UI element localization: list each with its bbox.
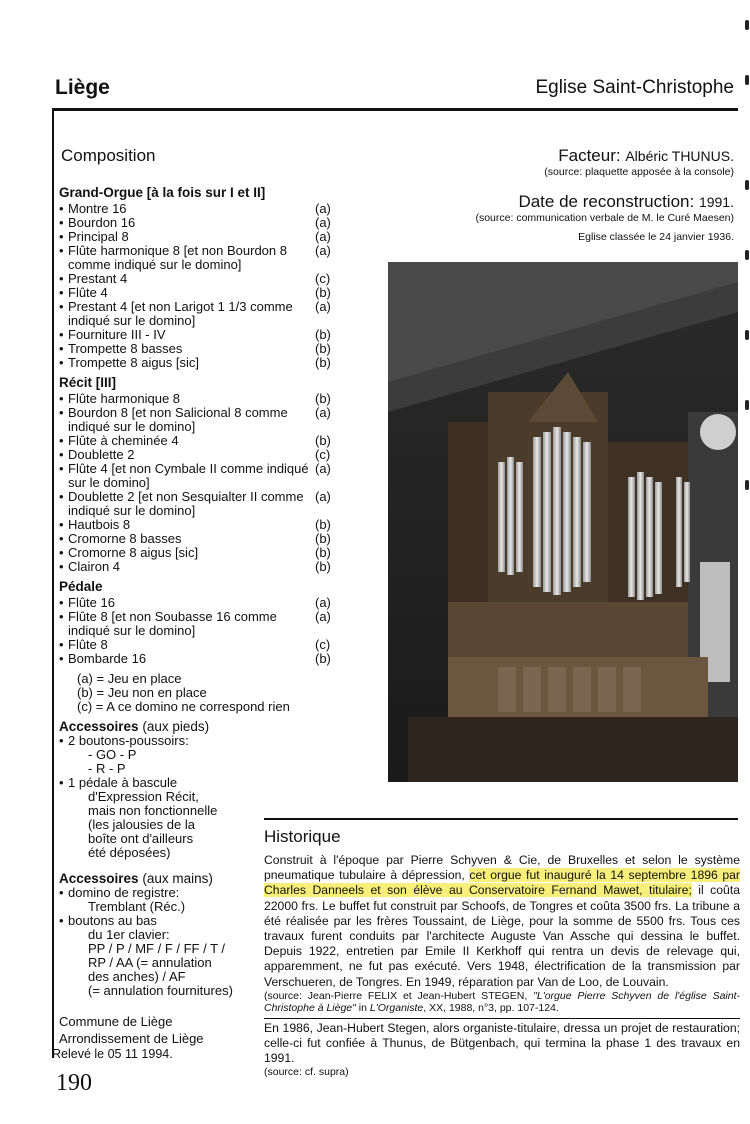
- bullet-icon: •: [59, 341, 64, 356]
- stop-row: [59, 406, 339, 434]
- bullet-icon: •: [59, 271, 64, 286]
- stop-status: (b): [315, 327, 331, 342]
- stop-row: [59, 434, 339, 448]
- bullet-icon: •: [59, 637, 64, 652]
- legend-item: (b) = Jeu non en place: [77, 685, 207, 700]
- accessory-detail: (= annulation fournitures): [88, 983, 233, 998]
- stop-status: (a): [315, 215, 331, 230]
- stop-name: Trompette 8 aigus [sic]: [68, 355, 200, 370]
- stop-name: Cromorne 8 basses: [68, 531, 182, 546]
- bullet-icon: •: [59, 327, 64, 342]
- stop-name: Hautbois 8: [68, 517, 131, 532]
- stop-name: Flûte harmonique 8 [et non Bourdon 8 comme indiqué sur le domino]: [68, 243, 287, 272]
- bullet-icon: •: [59, 391, 64, 406]
- church-heading: Eglise Saint-Christophe: [535, 77, 734, 98]
- accessory-detail: du 1er clavier:: [88, 927, 170, 942]
- bullet-icon: •: [59, 609, 64, 624]
- stop-status: (c): [315, 271, 331, 286]
- stop-row: [59, 286, 339, 300]
- bullet-icon: •: [59, 913, 64, 928]
- accessories-hands-title: Accessoires (aux mains): [59, 871, 213, 886]
- stop-name: Flûte harmonique 8: [68, 391, 181, 406]
- commune-block: [59, 1013, 204, 1047]
- accessory-detail: mais non fonctionnelle: [88, 803, 218, 818]
- stop-name: Doublette 2: [68, 447, 135, 462]
- stop-status: (b): [315, 545, 331, 560]
- stop-status: (a): [315, 461, 331, 476]
- stop-name: Flûte 4: [68, 285, 108, 300]
- bullet-icon: •: [59, 229, 64, 244]
- stop-name: Cromorne 8 aigus [sic]: [68, 545, 199, 560]
- bullet-icon: •: [59, 405, 64, 420]
- stop-name: Doublette 2 [et non Sesquialter II comme indiqué sur le domino]: [68, 489, 304, 518]
- stop-status: (a): [315, 609, 331, 624]
- accessory-detail: d'Expression Récit,: [88, 789, 199, 804]
- stop-name: Montre 16: [68, 201, 127, 216]
- stop-status: (b): [315, 531, 331, 546]
- history-source-2: (source: cf. supra): [264, 1066, 349, 1079]
- bullet-icon: •: [59, 243, 64, 258]
- builder-source: (source: plaquette apposée à la console): [544, 166, 734, 178]
- accessory-detail: - R - P: [88, 761, 126, 776]
- builder: Facteur: Albéric THUNUS.: [558, 146, 734, 165]
- stop-row: [59, 230, 339, 244]
- bullet-icon: •: [59, 545, 64, 560]
- bullet-icon: •: [59, 461, 64, 476]
- stop-name: Fourniture III - IV: [68, 327, 166, 342]
- history-source: (source: Jean-Pierre FELIX et Jean-Hubert STEGEN, "L'orgue Pierre Schyven de l'église Saint-Christophe à Liège" in L'Organiste, XX, 1988, n°3, pp. 107-124.: [264, 989, 740, 1014]
- stop-status: (b): [315, 355, 331, 370]
- stop-name: Bourdon 8 [et non Salicional 8 comme indiqué sur le domino]: [68, 405, 288, 434]
- bullet-icon: •: [59, 885, 64, 900]
- accessory-item: [59, 734, 339, 776]
- bullet-icon: •: [59, 299, 64, 314]
- stop-row: [59, 202, 339, 216]
- stop-status: (a): [315, 595, 331, 610]
- stop-status: (a): [315, 489, 331, 504]
- stop-status: (a): [315, 405, 331, 420]
- stop-name: Principal 8: [68, 229, 129, 244]
- stop-status: (b): [315, 651, 331, 666]
- stop-row: [59, 490, 339, 518]
- stop-status: (a): [315, 243, 331, 258]
- stop-row: [59, 596, 339, 610]
- stop-status: (b): [315, 341, 331, 356]
- accessory-detail: été déposées): [88, 845, 171, 860]
- bullet-icon: •: [59, 775, 64, 790]
- stop-row: [59, 328, 339, 342]
- stop-status: (a): [315, 201, 331, 216]
- stop-status: (b): [315, 517, 331, 532]
- stop-name: Flûte 8: [68, 637, 108, 652]
- history-rule: [264, 818, 738, 820]
- stop-status: (c): [315, 637, 331, 652]
- stop-name: Bombarde 16: [68, 651, 147, 666]
- stop-row: [59, 448, 339, 462]
- stop-status: (b): [315, 433, 331, 448]
- page-number: 190: [56, 1070, 92, 1096]
- accessory-detail: PP / P / MF / F / FF / T /: [88, 941, 226, 956]
- organ-photo: [388, 262, 738, 782]
- accessory-detail: Tremblant (Réc.): [88, 899, 186, 914]
- stop-row: [59, 356, 339, 370]
- stop-name: Flûte 8 [et non Soubasse 16 comme indiqué sur le domino]: [68, 609, 277, 638]
- stop-row: [59, 518, 339, 532]
- division-title: Pédale: [59, 579, 103, 594]
- stop-status: (b): [315, 285, 331, 300]
- highlighted-text: cet orgue fut inauguré la 14 septembre 1896 par Charles Danneels et son élève au Conservatoire Fernand Mawet, titulaire;: [264, 868, 740, 898]
- accessory-detail: - GO - P: [88, 747, 137, 762]
- arrondissement: Arrondissement de Liège: [59, 1031, 204, 1046]
- composition-title: Composition: [61, 146, 156, 165]
- classification-note: Eglise classée le 24 janvier 1936.: [578, 231, 734, 243]
- accessory-label: 1 pédale à bascule: [68, 775, 178, 790]
- stop-name: Flûte à cheminée 4: [68, 433, 179, 448]
- bullet-icon: •: [59, 433, 64, 448]
- stop-row: [59, 610, 339, 638]
- stop-name: Trompette 8 basses: [68, 341, 183, 356]
- accessory-label: 2 boutons-poussoirs:: [68, 733, 189, 748]
- stop-row: [59, 560, 339, 574]
- history-title: Historique: [264, 827, 341, 846]
- stop-status: (c): [315, 447, 331, 462]
- accessory-label: boutons au bas: [68, 913, 157, 928]
- stoplist-sections: [59, 186, 339, 666]
- bullet-icon: •: [59, 517, 64, 532]
- accessory-detail: RP / AA (= annulation: [88, 955, 212, 970]
- stop-name: Flûte 4 [et non Cymbale II comme indiqué sur le domino]: [68, 461, 309, 490]
- accessory-detail: boîte ont d'ailleurs: [88, 831, 194, 846]
- stop-name: Prestant 4 [et non Larigot 1 1/3 comme indiqué sur le domino]: [68, 299, 293, 328]
- legend: [77, 672, 339, 714]
- history-separator: [264, 1018, 740, 1019]
- bullet-icon: •: [59, 595, 64, 610]
- stop-name: Bourdon 16: [68, 215, 136, 230]
- bullet-icon: •: [59, 489, 64, 504]
- stop-name: Prestant 4: [68, 271, 128, 286]
- history-paragraph: Construit à l'époque par Pierre Schyven & Cie, de Bruxelles et selon le système pneumatique tubulaire à dépression, cet orgue fut inauguré la 14 septembre 1896 par Charles Danneels et son élève au Conservatoire Fernand Mawet, titulaire; il coûta 22000 frs. Le buffet fut construit par Schoofs, de Tongres et coûta 3500 frs. La tribune a été réalisée par les frères Toussaint, de Liège, pour la somme de 5500 frs. Tous ces travaux furent conduits par l'architecte Auguste Van Assche qui dessina le buffet. Depuis 1922, entretien par Emile II Kerkhoff qui rentra un devis de relevage qui, apparemment, ne fut pas exécuté. Vers 1948, électrification de la transmission par Verschueren, de Tongres. En 1949, réparation par Van de Loo, de Louvain.: [264, 853, 740, 989]
- stop-status: (a): [315, 299, 331, 314]
- stop-row: [59, 342, 339, 356]
- legend-item: (a) = Jeu en place: [77, 671, 182, 686]
- stop-row: [59, 462, 339, 490]
- stop-name: Flûte 16: [68, 595, 115, 610]
- division-title: Récit [III]: [59, 375, 117, 390]
- reconstruction-date: Date de reconstruction: 1991.: [518, 192, 734, 211]
- stop-status: (b): [315, 559, 331, 574]
- left-margin-rule: [52, 108, 54, 1058]
- division-title: Grand-Orgue [à la fois sur I et II]: [59, 185, 266, 200]
- bullet-icon: •: [59, 215, 64, 230]
- commune: Commune de Liège: [59, 1014, 173, 1029]
- bullet-icon: •: [59, 201, 64, 216]
- binding-edge: [744, 0, 750, 1124]
- stop-row: [59, 244, 339, 272]
- stop-status: (a): [315, 229, 331, 244]
- legend-item: (c) = A ce domino ne correspond rien: [77, 699, 290, 714]
- stop-row: [59, 392, 339, 406]
- stop-row: [59, 546, 339, 560]
- header-rule: [52, 108, 738, 111]
- stop-row: [59, 272, 339, 286]
- stop-row: [59, 300, 339, 328]
- bullet-icon: •: [59, 447, 64, 462]
- reconstruction-source: (source: communication verbale de M. le Curé Maesen): [475, 212, 734, 224]
- bullet-icon: •: [59, 651, 64, 666]
- stop-row: [59, 216, 339, 230]
- bullet-icon: •: [59, 355, 64, 370]
- accessory-detail: (les jalousies de la: [88, 817, 195, 832]
- stop-name: Clairon 4: [68, 559, 121, 574]
- city-heading: Liège: [55, 76, 110, 99]
- accessory-label: domino de registre:: [68, 885, 180, 900]
- bullet-icon: •: [59, 559, 64, 574]
- history-text: [264, 853, 740, 1078]
- history-paragraph-2: En 1986, Jean-Hubert Stegen, alors organiste-titulaire, dressa un projet de restauration; celle-ci fut confiée à Thunus, de Bütgenbach, qui termina la phase 1 des travaux en 1991.: [264, 1020, 740, 1066]
- bullet-icon: •: [59, 285, 64, 300]
- stop-row: [59, 652, 339, 666]
- accessory-detail: des anches) / AF: [88, 969, 186, 984]
- bullet-icon: •: [59, 531, 64, 546]
- stop-status: (b): [315, 391, 331, 406]
- bullet-icon: •: [59, 733, 64, 748]
- stop-row: [59, 638, 339, 652]
- accessories-feet-title: Accessoires (aux pieds): [59, 719, 210, 734]
- survey-date: Relevé le 05 11 1994.: [52, 1047, 173, 1061]
- stop-row: [59, 532, 339, 546]
